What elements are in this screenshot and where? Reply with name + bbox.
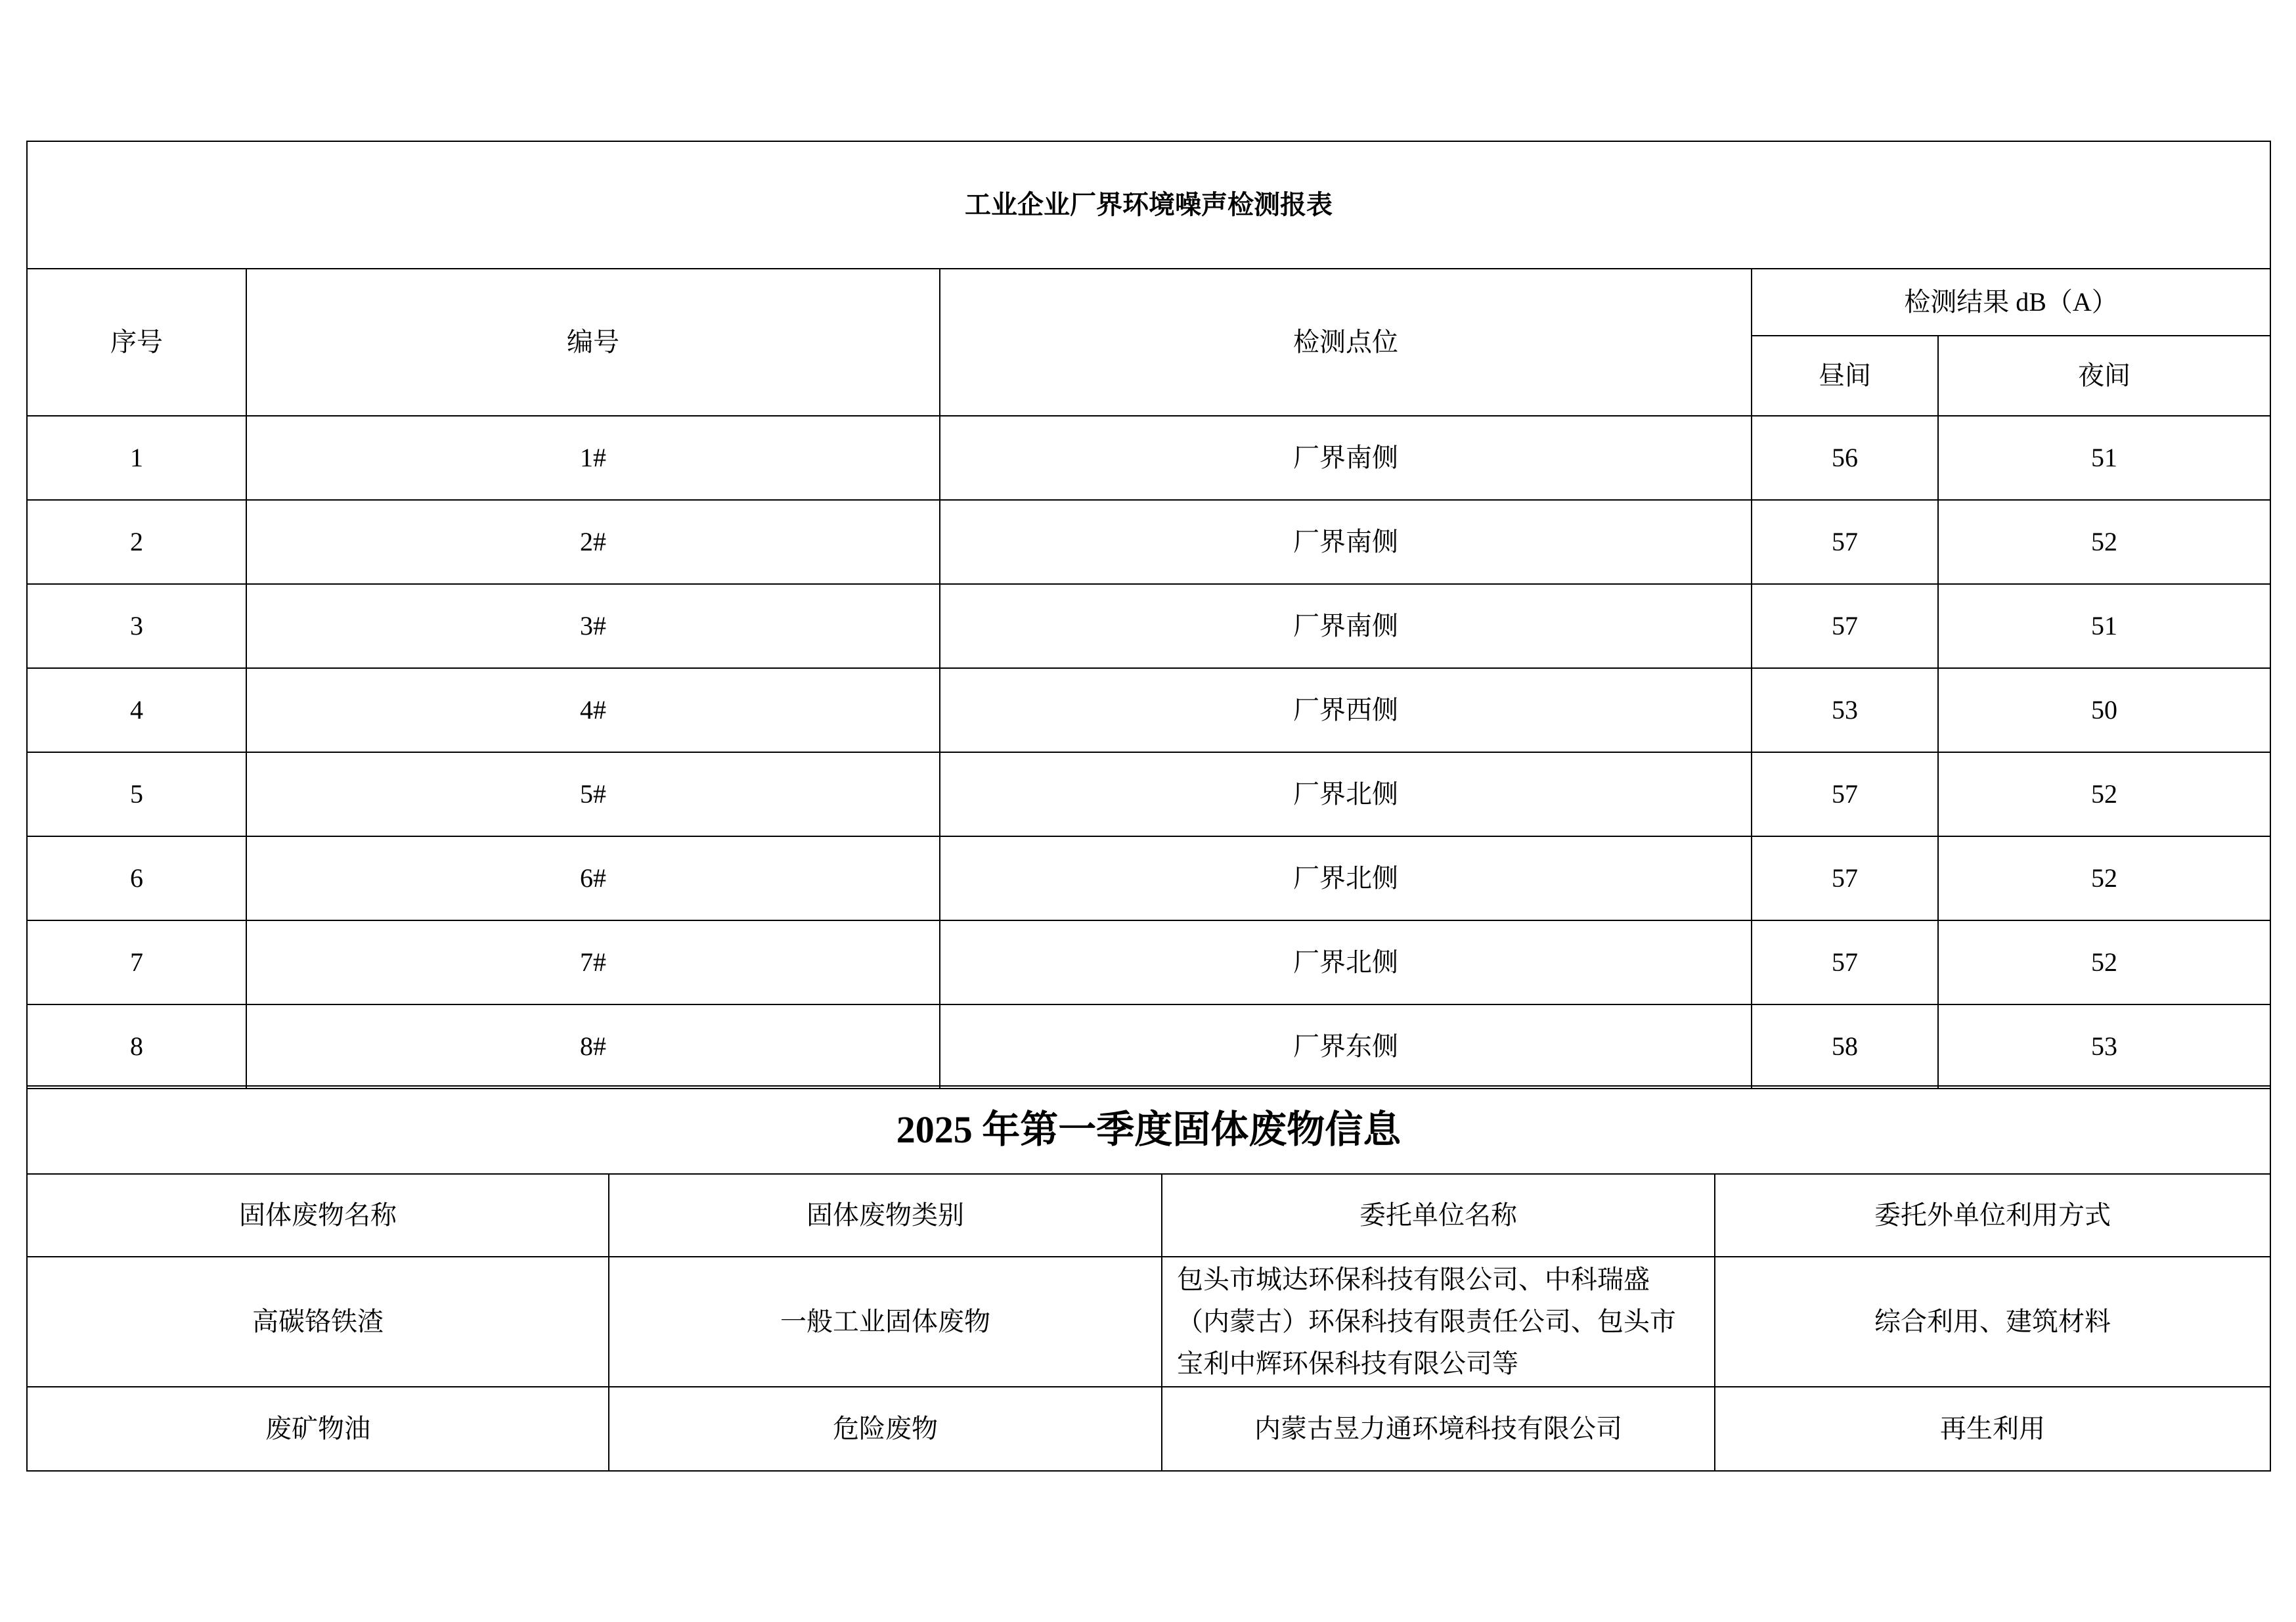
cell-index: 1 xyxy=(27,416,246,500)
cell-night: 53 xyxy=(1938,1004,2270,1089)
table-row xyxy=(27,416,2270,500)
cell-location: 厂界北侧 xyxy=(940,836,1752,920)
noise-report-table xyxy=(26,141,2271,1089)
header-night: 夜间 xyxy=(1938,336,2270,416)
cell-index: 4 xyxy=(27,668,246,752)
cell-code: 4# xyxy=(246,668,940,752)
table-row xyxy=(27,584,2270,668)
table-row xyxy=(27,920,2270,1004)
table-row xyxy=(27,1004,2270,1089)
cell-location: 厂界南侧 xyxy=(940,416,1752,500)
cell-code: 6# xyxy=(246,836,940,920)
header-day: 昼间 xyxy=(1752,336,1938,416)
cell-night: 51 xyxy=(1938,584,2270,668)
header-result-group: 检测结果 dB（A） xyxy=(1752,269,2270,336)
cell-day: 57 xyxy=(1752,500,1938,584)
cell-code: 5# xyxy=(246,752,940,836)
cell-index: 6 xyxy=(27,836,246,920)
waste-title-row xyxy=(27,1086,2270,1174)
cell-night: 52 xyxy=(1938,836,2270,920)
noise-title-row xyxy=(27,141,2270,269)
cell-location: 厂界西侧 xyxy=(940,668,1752,752)
table-row xyxy=(27,668,2270,752)
cell-day: 53 xyxy=(1752,668,1938,752)
header-index: 序号 xyxy=(27,269,246,416)
cell-index: 7 xyxy=(27,920,246,1004)
cell-day: 57 xyxy=(1752,584,1938,668)
cell-location: 厂界东侧 xyxy=(940,1004,1752,1089)
cell-code: 3# xyxy=(246,584,940,668)
cell-code: 7# xyxy=(246,920,940,1004)
cell-night: 52 xyxy=(1938,920,2270,1004)
header-location: 检测点位 xyxy=(940,269,1752,416)
cell-location: 厂界南侧 xyxy=(940,584,1752,668)
header-code: 编号 xyxy=(246,269,940,416)
header-waste-name: 固体废物名称 xyxy=(27,1174,609,1257)
cell-index: 2 xyxy=(27,500,246,584)
cell-location: 厂界北侧 xyxy=(940,752,1752,836)
cell-location: 厂界北侧 xyxy=(940,920,1752,1004)
noise-header-row xyxy=(27,269,2270,336)
cell-day: 57 xyxy=(1752,752,1938,836)
table-row xyxy=(27,1257,2270,1387)
cell-night: 52 xyxy=(1938,500,2270,584)
cell-index: 3 xyxy=(27,584,246,668)
header-waste-category: 固体废物类别 xyxy=(609,1174,1162,1257)
cell-waste-category: 危险废物 xyxy=(609,1387,1162,1471)
cell-entrusted-unit: 内蒙古昱力通环境科技有限公司 xyxy=(1162,1387,1715,1471)
cell-index: 5 xyxy=(27,752,246,836)
cell-utilization: 再生利用 xyxy=(1715,1387,2270,1471)
cell-waste-category: 一般工业固体废物 xyxy=(609,1257,1162,1387)
cell-index: 8 xyxy=(27,1004,246,1089)
cell-code: 2# xyxy=(246,500,940,584)
solid-waste-table xyxy=(26,1085,2271,1472)
cell-night: 50 xyxy=(1938,668,2270,752)
noise-report-title: 工业企业厂界环境噪声检测报表 xyxy=(27,141,2270,269)
cell-code: 1# xyxy=(246,416,940,500)
cell-waste-name: 高碳铬铁渣 xyxy=(27,1257,609,1387)
waste-header-row xyxy=(27,1174,2270,1257)
header-utilization: 委托外单位利用方式 xyxy=(1715,1174,2270,1257)
table-row xyxy=(27,500,2270,584)
solid-waste-title: 2025 年第一季度固体废物信息 xyxy=(27,1086,2270,1174)
table-row xyxy=(27,1387,2270,1471)
cell-day: 56 xyxy=(1752,416,1938,500)
cell-day: 57 xyxy=(1752,920,1938,1004)
table-row xyxy=(27,752,2270,836)
cell-location: 厂界南侧 xyxy=(940,500,1752,584)
cell-entrusted-unit: 包头市城达环保科技有限公司、中科瑞盛（内蒙古）环保科技有限责任公司、包头市宝利中辉环保科技有限公司等 xyxy=(1162,1257,1715,1387)
cell-day: 58 xyxy=(1752,1004,1938,1089)
header-entrusted-unit: 委托单位名称 xyxy=(1162,1174,1715,1257)
cell-utilization: 综合利用、建筑材料 xyxy=(1715,1257,2270,1387)
cell-waste-name: 废矿物油 xyxy=(27,1387,609,1471)
cell-night: 52 xyxy=(1938,752,2270,836)
cell-code: 8# xyxy=(246,1004,940,1089)
table-row xyxy=(27,836,2270,920)
cell-night: 51 xyxy=(1938,416,2270,500)
cell-day: 57 xyxy=(1752,836,1938,920)
